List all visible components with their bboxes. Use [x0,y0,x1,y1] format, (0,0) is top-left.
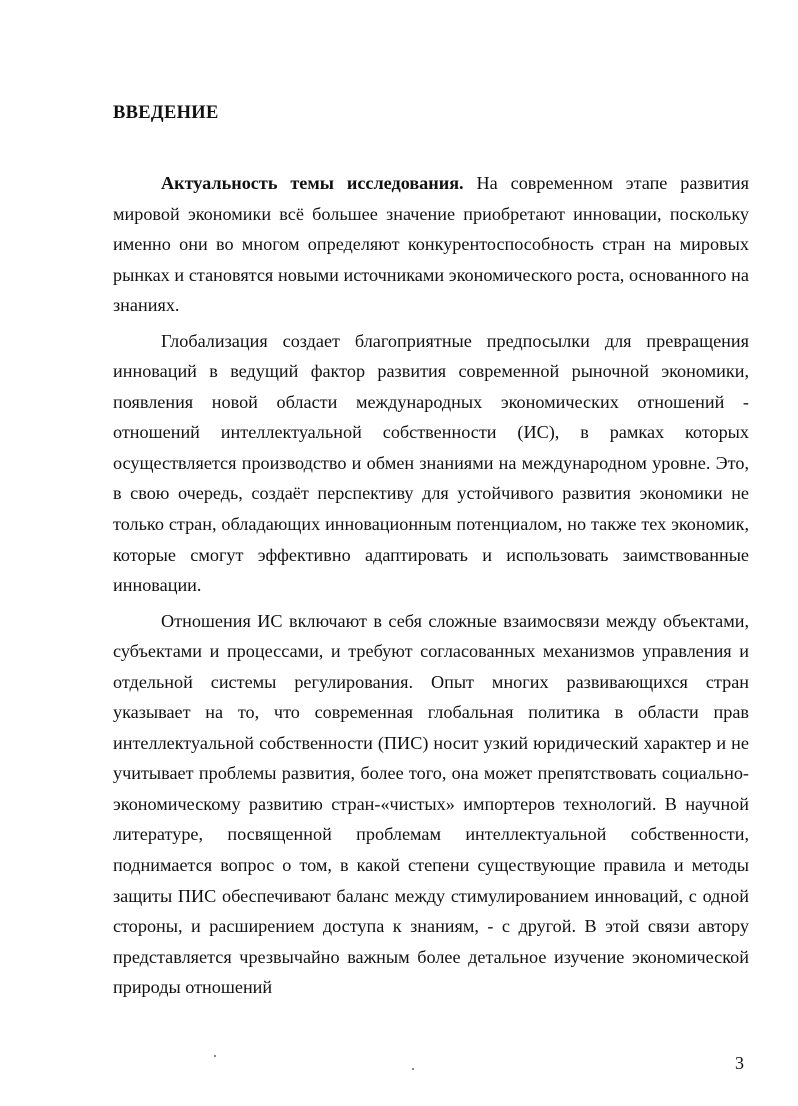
paragraph-lead: Актуальность темы исследования. [161,173,464,193]
paragraph-text: На современном этапе развития мировой экономики всё большее значение приобретают инновации, поскольку именно они во многом определяют конкурентоспособность стран на мировых рынках и становятся новыми источниками экономического роста, основанного на знаниях. [113,173,749,316]
section-heading: ВВЕДЕНИЕ [113,103,219,123]
page-number: 3 [735,1053,744,1073]
body-text [113,168,749,1003]
scan-speck [412,1068,414,1070]
paragraph-text: Глобализация создает благоприятные предпосылки для превращения инноваций в ведущий фактор развития современной рыночной экономики, появления новой области международных экономических отношений - отношений интеллектуальной собственности (ИС), в рамках которых осуществляется производство и обмен знаниями на международном уровне. Это, в свою очередь, создаёт перспективу для устойчивого развития экономики не только стран, обладающих инновационным потенциалом, но также тех экономик, которые смогут эффективно адаптировать и использовать заимствованные инновации. [113,330,749,596]
paragraph-ip-relations [113,606,749,1003]
paragraph-relevance [113,168,749,321]
paragraph-globalization [113,326,749,601]
paragraph-text: Отношения ИС включают в себя сложные взаимосвязи между объектами, субъектами и процессами, и требуют согласованных механизмов управления и отдельной системы регулирования. Опыт многих развивающихся стран указывает на то, что современная глобальная политика в области прав интеллектуальной собственности (ПИС) носит узкий юридический характер и не учитывает проблемы развития, более того, она может препятствовать социально-экономическому развитию стран-«чистых» импортеров технологий. В научной литературе, посвященной проблемам интеллектуальной собственности, поднимается вопрос о том, в какой степени существующие правила и методы защиты ПИС обеспечивают баланс между стимулированием инноваций, с одной стороны, и расширением доступа к знаниям, - с другой. В этой связи автору представляется чрезвычайно важным более детальное изучение экономической природы отношений [113,610,749,998]
scan-speck [214,1055,216,1057]
